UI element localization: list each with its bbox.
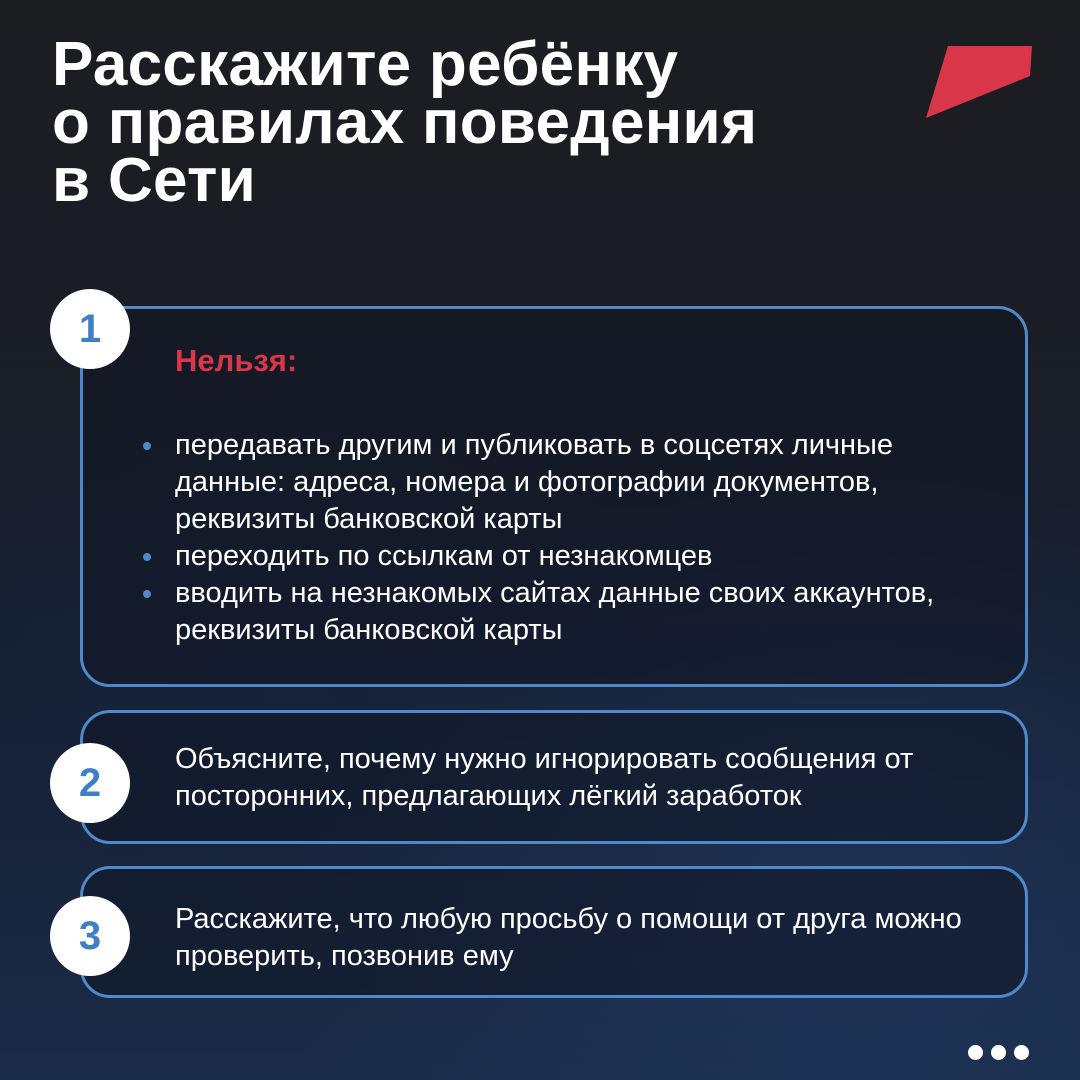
bullet-icon [143, 590, 151, 598]
bullet-icon [143, 553, 151, 561]
card-text-3: Расскажите, что любую просьбу о помощи от друга можно проверить, позвонив ему [175, 903, 962, 972]
list-item-text: переходить по ссылкам от незнакомцев [175, 540, 713, 572]
number-badge-1: 1 [50, 289, 130, 369]
list-item [175, 575, 1005, 649]
card-heading-forbidden: Нельзя: [175, 343, 298, 378]
rule-card-3 [80, 866, 1028, 998]
red-flag-logo-icon [926, 46, 1032, 118]
number-badge-2: 2 [50, 743, 130, 823]
list-item [175, 538, 1005, 575]
dot [968, 1045, 983, 1060]
card-text-2: Объясните, почему нужно игнорировать сообщения от посторонних, предлагающих лёгкий заработок [175, 743, 914, 812]
number-badge-3: 3 [50, 896, 130, 976]
page-title [52, 30, 892, 215]
dot [1014, 1045, 1029, 1060]
rule-card-2 [80, 710, 1028, 844]
list-item-text: передавать другим и публиковать в соцсетях личные данные: адреса, номера и фотографии документов, реквизиты банковской карты [175, 429, 894, 535]
forbidden-list [175, 427, 1005, 649]
more-dots-icon [968, 1045, 1029, 1060]
title-line-2: о правилах поведения [52, 88, 758, 157]
bullet-icon [143, 442, 151, 450]
title-line-3: в Сети [52, 146, 257, 215]
rule-card-1 [80, 306, 1028, 687]
dot [991, 1045, 1006, 1060]
list-item-text: вводить на незнакомых сайтах данные своих аккаунтов, реквизиты банковской карты [175, 577, 935, 646]
title-line-1: Расскажите ребёнку [52, 30, 679, 99]
list-item [175, 427, 1005, 538]
